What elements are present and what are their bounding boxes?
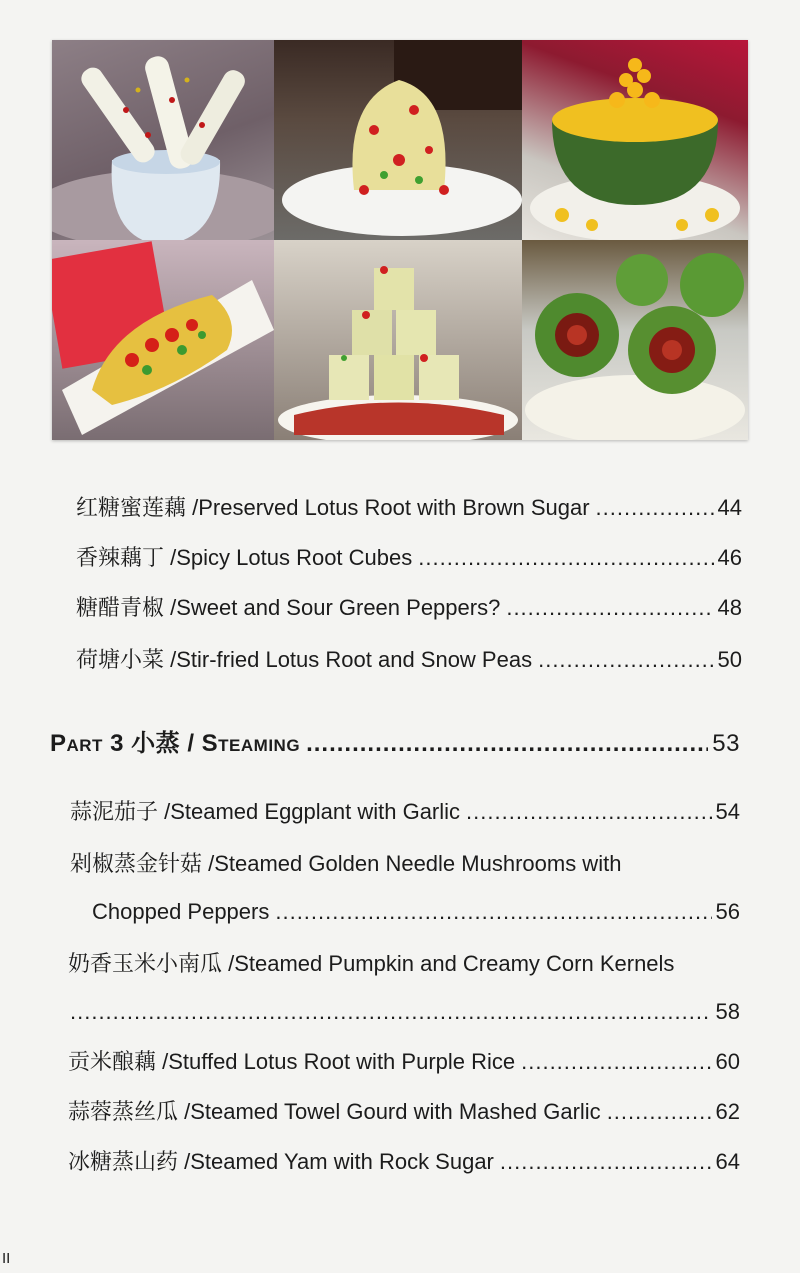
toc-entry-title-line1[interactable]: 奶香玉米小南瓜 /Steamed Pumpkin and Creamy Corn Kernels bbox=[68, 951, 675, 976]
toc-entry-title: 糖醋青椒 /Sweet and Sour Green Peppers? bbox=[76, 595, 501, 620]
dot-leader bbox=[70, 998, 712, 1026]
dot-leader bbox=[418, 544, 713, 572]
toc-entry-page: 60 bbox=[715, 1049, 740, 1074]
dot-leader bbox=[538, 646, 713, 674]
lotus-root-salad-photo bbox=[274, 40, 522, 240]
toc-entry-title: 蒜泥茄子 /Steamed Eggplant with Garlic bbox=[70, 799, 461, 824]
part-separator: / bbox=[187, 730, 195, 757]
toc-entry-title: 冰糖蒸山药 /Steamed Yam with Rock Sugar bbox=[68, 1149, 494, 1174]
toc-entry[interactable] bbox=[68, 1098, 740, 1126]
toc-entry[interactable] bbox=[70, 798, 740, 826]
lotus-root-cubes-photo bbox=[274, 240, 522, 440]
toc-entry-title: Chopped Peppers bbox=[92, 899, 270, 924]
dot-leader bbox=[500, 1148, 712, 1176]
toc-entry-title: 荷塘小菜 /Stir-fried Lotus Root and Snow Peas bbox=[76, 647, 533, 672]
part-english-title: Steaming bbox=[201, 730, 301, 757]
toc-entry-page: 64 bbox=[715, 1149, 740, 1174]
bitter-melon-dates-photo bbox=[522, 240, 748, 440]
part-chinese-title: 小蒸 bbox=[131, 730, 181, 757]
part-page: 53 bbox=[712, 730, 740, 757]
part-title bbox=[50, 730, 300, 758]
toc-entry-continuation[interactable] bbox=[92, 898, 740, 926]
dot-leader bbox=[275, 898, 711, 926]
toc-entry-title: 香辣藕丁 /Spicy Lotus Root Cubes bbox=[76, 545, 413, 570]
toc-entry-page: 44 bbox=[717, 495, 742, 520]
toc-entry-title: 红糖蜜莲藕 /Preserved Lotus Root with Brown Sugar bbox=[76, 495, 590, 520]
toc-entry[interactable] bbox=[68, 1148, 740, 1176]
part-prefix: Part 3 bbox=[50, 730, 124, 757]
toc-entry[interactable] bbox=[76, 594, 742, 622]
toc-entry-title: 贡米酿藕 /Stuffed Lotus Root with Purple Rice bbox=[68, 1049, 516, 1074]
pumpkin-corn-photo bbox=[522, 40, 748, 240]
toc-entry-page: 46 bbox=[717, 545, 742, 570]
toc-entry-page: 48 bbox=[717, 595, 742, 620]
peppers-dish-photo bbox=[52, 240, 274, 440]
toc-entry-continuation[interactable] bbox=[70, 998, 740, 1026]
toc-entry-page: 62 bbox=[715, 1099, 740, 1124]
dot-leader bbox=[521, 1048, 711, 1076]
toc-entry-title-line1[interactable]: 剁椒蒸金针菇 /Steamed Golden Needle Mushrooms with bbox=[70, 851, 622, 876]
toc-entry-title: 蒜蓉蒸丝瓜 /Steamed Towel Gourd with Mashed Garlic bbox=[68, 1099, 601, 1124]
page-number: II bbox=[2, 1250, 11, 1267]
dot-leader bbox=[506, 594, 713, 622]
dot-leader bbox=[596, 494, 714, 522]
toc-entry-page: 56 bbox=[715, 899, 740, 924]
dot-leader bbox=[607, 1098, 712, 1126]
toc-entry[interactable] bbox=[76, 544, 742, 572]
toc-entry[interactable] bbox=[76, 494, 742, 522]
toc-entry-page: 58 bbox=[715, 999, 740, 1024]
dot-leader bbox=[466, 798, 711, 826]
toc-entry-page: 54 bbox=[715, 799, 740, 824]
lotus-root-sticks-photo bbox=[52, 40, 274, 240]
part-heading[interactable] bbox=[50, 730, 740, 758]
photo-collage bbox=[52, 40, 748, 440]
toc-entry[interactable] bbox=[68, 1048, 740, 1076]
toc-entry-page: 50 bbox=[717, 647, 742, 672]
toc-entry[interactable] bbox=[76, 646, 742, 674]
dot-leader bbox=[306, 730, 708, 758]
